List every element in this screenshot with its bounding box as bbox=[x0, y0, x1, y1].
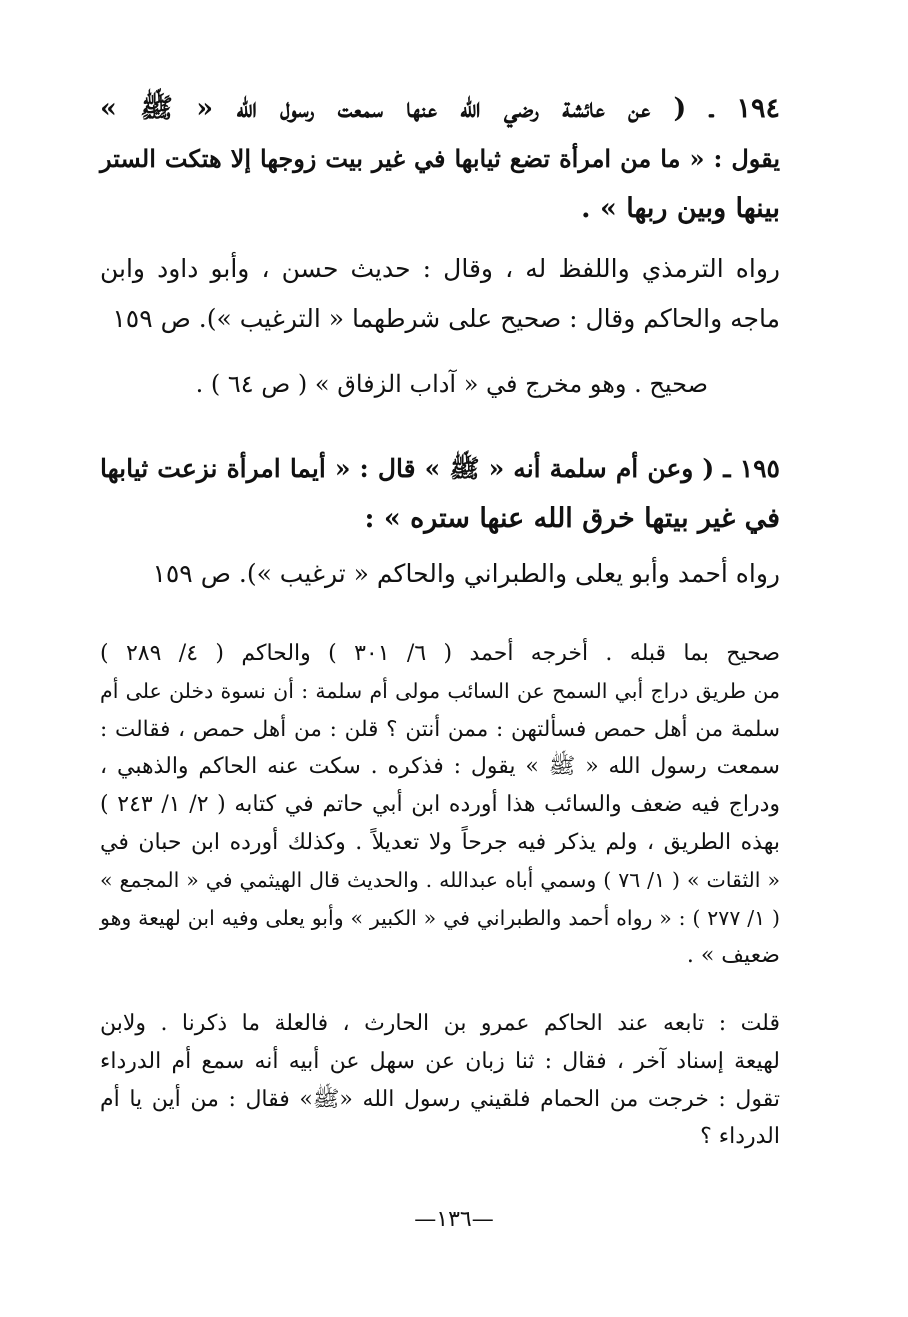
hadith-195-source bbox=[100, 549, 780, 599]
text-line: بينها وبين ربها » . bbox=[581, 193, 780, 224]
hadith-195-text bbox=[100, 444, 780, 544]
text-line: ( ١/ ٢٧٧ ) : « رواه أحمد والطبراني في « الكبير » وأبو يعلى وفيه ابن لهيعة وهو bbox=[100, 905, 780, 930]
text-line: رواه الترمذي واللفظ له ، وقال : حديث حسن ، وأبو داود وابن bbox=[100, 254, 780, 283]
text-line: ماجه والحاكم وقال : صحيح على شرطهما « الترغيب »). ص ١٥٩ bbox=[112, 304, 780, 333]
text-line: قلت : تابعه عند الحاكم عمرو بن الحارث ، فالعلة ما ذكرنا . ولابن bbox=[100, 1011, 780, 1036]
text-line: الدرداء ؟ bbox=[700, 1124, 780, 1150]
text-line: بهذه الطريق ، ولم يذكر فيه جرحاً ولا تعديلاً . وكذلك أورده ابن حبان في bbox=[100, 829, 780, 855]
text-line: لهيعة إسناد آخر ، فقال : ثنا زبان عن سهل عن أبيه أنه سمع أم الدرداء bbox=[100, 1048, 780, 1074]
text-line: ضعيف » . bbox=[686, 943, 780, 969]
text-line: يقول : « ما من امرأة تضع ثيابها في غير بيت زوجها إلا هتكت الستر bbox=[100, 144, 780, 173]
text-line: « الثقات » ( ١/ ٧٦ ) وسمي أباه عبدالله . والحديث قال الهيثمي في « المجمع » bbox=[100, 867, 780, 892]
text-line: ١٩٤ ـ ( عن عائشة رضي الله عنها سمعت رسول الله « ﷺ » bbox=[100, 93, 780, 124]
page-number: —١٣٦— bbox=[414, 1207, 494, 1232]
text-line: ١٩٥ ـ ( وعن أم سلمة أنه « ﷺ » قال : « أيما امرأة نزعت ثيابها bbox=[100, 454, 780, 483]
text-line: في غير بيتها خرق الله عنها ستره » : bbox=[364, 503, 780, 534]
hadith-194-grade: صحيح . وهو مخرج في « آداب الزفاق » ( ص ٦٤ ) . bbox=[195, 370, 708, 398]
commentary-note bbox=[100, 1005, 780, 1156]
text-line: تقول : خرجت من الحمام فلقيني رسول الله «ﷺ» فقال : من أين يا أم bbox=[100, 1086, 780, 1112]
hadith-194-source bbox=[100, 244, 780, 344]
text-line: رواه أحمد وأبو يعلى والطبراني والحاكم « ترغيب »). ص ١٥٩ bbox=[152, 559, 780, 588]
text-line: سمعت رسول الله « ﷺ » يقول : فذكره . سكت عنه الحاكم والذهبي ، bbox=[100, 754, 780, 780]
text-line: من طريق دراج أبي السمح عن السائب مولى أم سلمة : أن نسوة دخلن على أم bbox=[100, 678, 780, 703]
text-line: صحيح بما قبله . أخرجه أحمد ( ٦/ ٣٠١ ) والحاكم ( ٤/ ٢٨٩ ) bbox=[100, 641, 780, 666]
hadith-194-text bbox=[100, 84, 780, 234]
text-line: سلمة من أهل حمص فسألتهن : ممن أنتن ؟ قلن : من أهل حمص ، فقالت : bbox=[100, 716, 780, 742]
text-line: ودراج فيه ضعف والسائب هذا أورده ابن أبي حاتم في كتابه ( ٢/ ١/ ٢٤٣ ) bbox=[100, 792, 781, 818]
takhrij-note bbox=[100, 635, 780, 975]
